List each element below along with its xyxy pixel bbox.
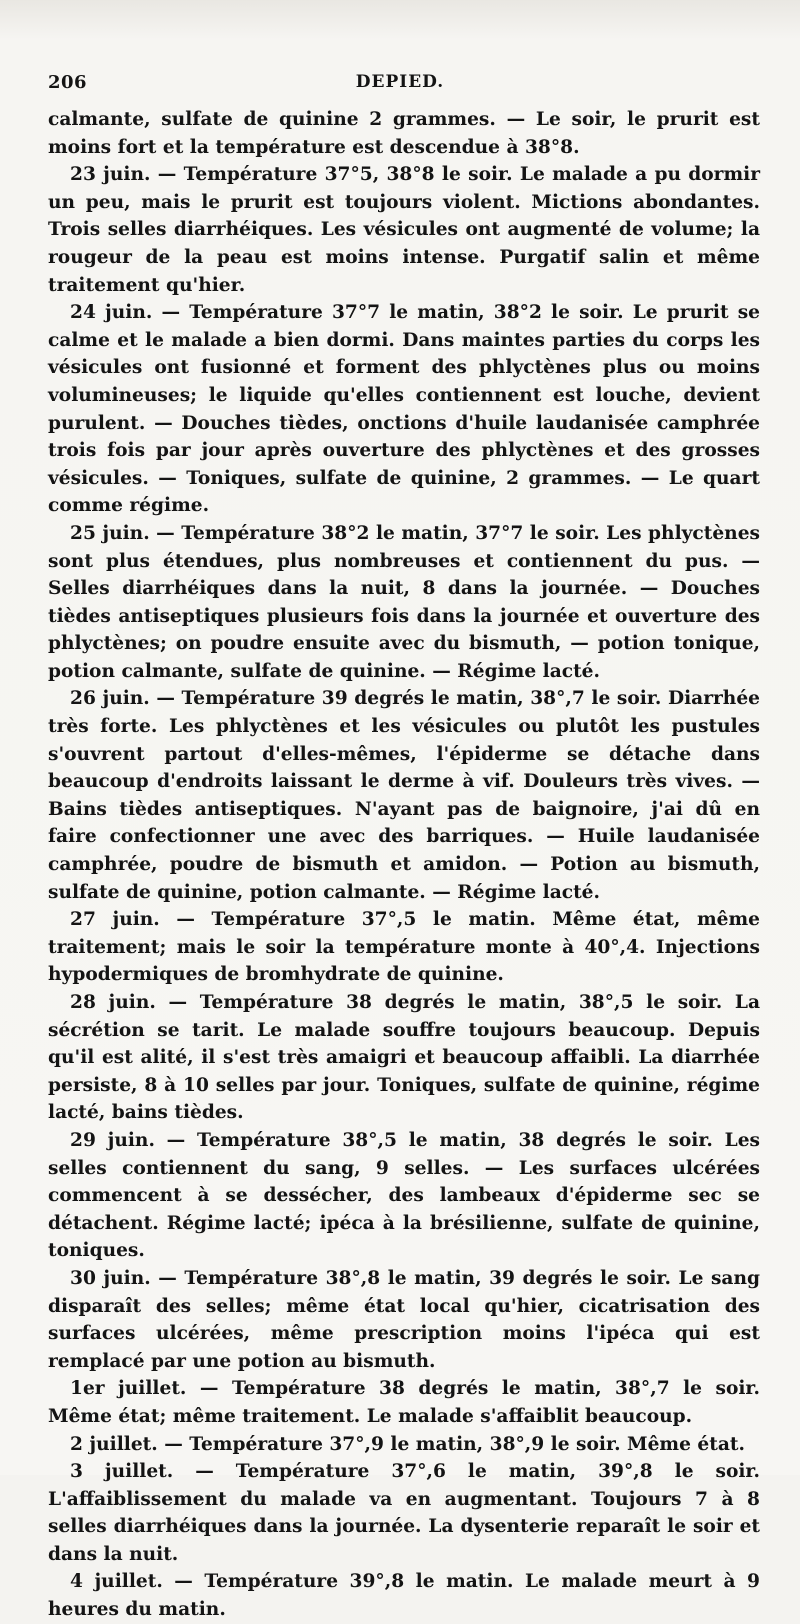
page-header xyxy=(48,72,752,98)
paragraph-25-juin: 25 juin. — Température 38°2 le matin, 37°7 le soir. Les phlyctènes sont plus étendues, plus nombreuses et contiennent du pus. — Selles diarrhéiques dans la nuit, 8 dans la journée. — Douches tièdes antiseptiques plusieurs fois dans la journée et ouverture des phlyctènes; on poudre ensuite avec du bismuth, — potion tonique, potion calmante, sulfate de quinine. — Régime lacté. xyxy=(48,522,760,682)
paragraph-23-juin: 23 juin. — Température 37°5, 38°8 le soir. Le malade a pu dormir un peu, mais le prurit est toujours violent. Mictions abondantes. Trois selles diarrhéiques. Les vésicules ont augmenté de volume; la rougeur de la peau est moins intense. Purgatif salin et même traitement qu'hier. xyxy=(48,164,760,296)
paragraph-26-juin: 26 juin. — Température 39 degrés le matin, 38°,7 le soir. Diarrhée très forte. Les phlyctènes et les vésicules ou plutôt les pustules s'ouvrent partout d'elles-mêmes, l'épiderme se détache dans beaucoup d'endroits laissant le derme à vif. Douleurs très vives. — Bains tièdes antiseptiques. N'ayant pas de baignoire, j'ai dû en faire confectionner une avec des barriques. — Huile laudanisée camphrée, poudre de bismuth et amidon. — Potion au bismuth, sulfate de quinine, potion calmante. — Régime lacté. xyxy=(48,688,760,903)
paragraph-1-juillet: 1er juillet. — Température 38 degrés le matin, 38°,7 le soir. Même état; même traitement. Le malade s'affaiblit beaucoup. xyxy=(48,1378,760,1427)
paragraph-27-juin: 27 juin. — Température 37°,5 le matin. Même état, même traitement; mais le soir la température monte à 40°,4. Injections hypodermiques de bromhydrate de quinine. xyxy=(48,909,760,986)
page-number: 206 xyxy=(48,72,88,93)
paragraph-2-juillet: 2 juillet. — Température 37°,9 le matin, 38°,9 le soir. Même état. xyxy=(70,1433,745,1455)
paragraph-24-juin: 24 juin. — Température 37°7 le matin, 38°2 le soir. Le prurit se calme et le malade a bien dormi. Dans maintes parties du corps les vésicules ont fusionné et forment des phlyctènes plus ou moins volumineuses; le liquide qu'elles contiennent est louche, devient purulent. — Douches tièdes, onctions d'huile laudanisée camphrée trois fois par jour après ouverture des phlyctènes et des grosses vésicules. — Toniques, sulfate de quinine, 2 grammes. — Le quart comme régime. xyxy=(48,302,760,517)
paragraph-30-juin: 30 juin. — Température 38°,8 le matin, 39 degrés le soir. Le sang disparaît des selles; même état local qu'hier, cicatrisation des surfaces ulcérées, même prescription moins l'ipéca qui est remplacé par une potion au bismuth. xyxy=(48,1267,760,1372)
running-title: DEPIED. xyxy=(355,72,445,92)
paragraph-4-juillet: 4 juillet. — Température 39°,8 le matin. Le malade meurt à 9 heures du matin. xyxy=(48,1571,760,1621)
paragraph-continuation: calmante, sulfate de quinine 2 grammes. — Le soir, le prurit est moins fort et la température est descendue à 38°8. xyxy=(48,109,760,158)
paragraph-3-juillet: 3 juillet. — Température 37°,6 le matin, 39°,8 le soir. L'affaiblissement du malade va en augmentant. Toujours 7 à 8 selles diarrhéiques dans la journée. La dysenterie reparaît le soir et dans la nuit. xyxy=(48,1461,760,1565)
paragraph-28-juin: 28 juin. — Température 38 degrés le matin, 38°,5 le soir. La sécrétion se tarit. Le malade souffre toujours beaucoup. Depuis qu'il est alité, il s'est très amaigri et beaucoup affaibli. La diarrhée persiste, 8 à 10 selles par jour. Toniques, sulfate de quinine, régime lacté, bains tièdes. xyxy=(48,992,760,1124)
paragraph-29-juin: 29 juin. — Température 38°,5 le matin, 38 degrés le soir. Les selles contiennent du sang, 9 selles. — Les surfaces ulcérées commencent à se dessécher, des lambeaux d'épiderme sec se détachent. Régime lacté; ipéca à la brésilienne, sulfate de quinine, toniques. xyxy=(48,1129,760,1262)
body-text xyxy=(48,106,760,1624)
